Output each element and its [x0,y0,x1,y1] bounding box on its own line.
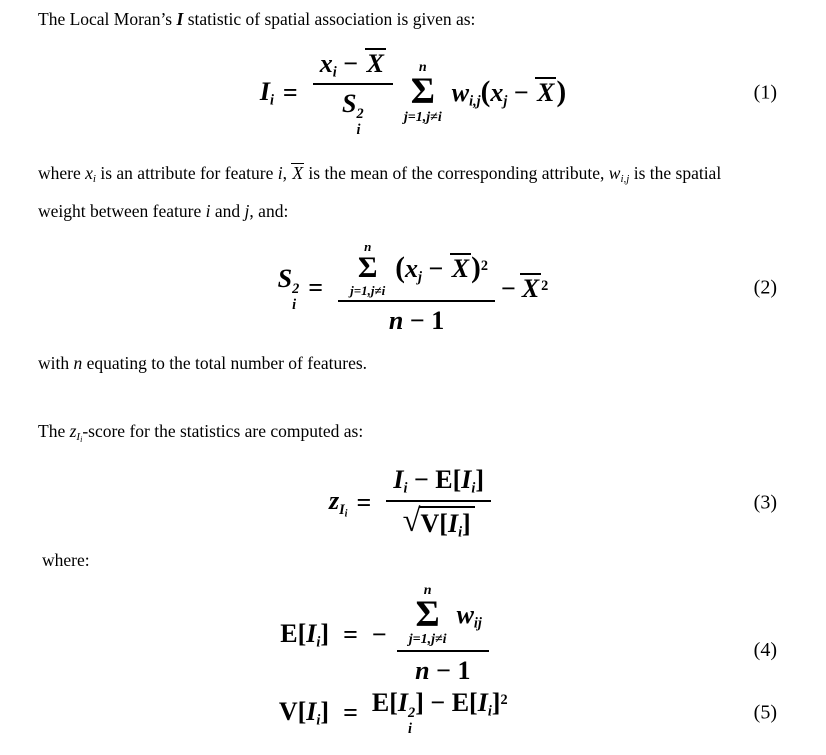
eq5-lhs [124,697,329,729]
equation-5-number: (5) [753,701,777,724]
minus-sign: − [336,48,365,78]
eq2-tail [501,273,548,304]
sum-upper-limit: n [423,583,432,598]
summation-operator [404,61,442,124]
sup-2: 2 [356,106,364,123]
var-n: n [415,656,430,686]
eq4-lhs [124,619,329,651]
eq2-fraction [338,240,495,335]
variance-open: V[ [420,509,448,538]
sub-ij: i,j [469,93,481,110]
where-paragraph-line2 [38,201,288,222]
eq3-numerator [386,465,491,497]
minus-one: − 1 [403,305,445,335]
close-paren: ) [471,251,481,284]
x-bar [365,48,386,78]
equation-1-number: (1) [753,81,777,104]
moran-I-symbol: I [176,9,184,29]
var-j: j [244,201,250,221]
sub-i: i [292,296,297,313]
sub-i: i [458,524,463,541]
bracket-close: ] [475,465,485,495]
sup-sub-stack [356,107,363,138]
where-paragraph-line1 [38,163,721,186]
var-i: i [205,201,211,221]
eq4-fraction [397,584,489,686]
var-w: w [456,599,474,629]
text: and [210,201,245,221]
sub-i: i [80,435,83,444]
minus-sign: − [423,688,452,718]
equals-sign: = [343,620,358,650]
sub-i: i [344,507,348,519]
var-I: I [393,465,404,495]
var-S: S [342,89,357,119]
x-bar [450,253,471,283]
bracket-close: ] [320,696,330,726]
equals-sign: = [343,697,358,727]
sup-2: 2 [292,280,300,297]
text: is the spatial [629,163,722,183]
eq3-fraction [386,465,491,540]
var-z: z [69,421,77,441]
var-X: X [451,253,470,283]
text: with [38,353,74,373]
equals-sign: = [356,488,372,518]
sub-i: i [269,92,274,109]
eq1-denominator [335,89,371,138]
minus-sign: − [507,78,536,108]
bracket-close: ] [491,688,501,718]
eq3-denominator [396,503,482,541]
equation-5 [0,688,826,737]
intro-line [38,9,475,30]
sub-i: i [403,480,408,497]
x-bar [520,273,541,303]
sub-I [339,502,347,518]
var-X: X [292,163,304,183]
text: , [282,163,292,183]
radicand [419,506,475,541]
var-I: I [477,688,488,718]
equation-3-number: (3) [753,491,777,514]
sup-sub-stack [292,282,299,313]
text: where: [42,550,90,570]
fraction-bar [397,650,489,652]
where-label [42,550,90,571]
open-paren: ( [395,251,405,284]
equation-4-number: (4) [753,639,777,661]
bracket-close: ] [415,688,424,718]
sigma-symbol: Σ [357,251,378,285]
text: -score for the statistics are computed as: [82,421,364,441]
var-x: x [490,78,504,108]
variance-open: V[ [278,696,307,726]
close-paren: ) [556,76,567,109]
minus-one: − 1 [429,656,471,686]
var-I: I [259,77,270,107]
intro-text-pre: The Local Moran’s [38,9,177,29]
expectation-open: E[ [435,465,462,495]
sub-i: i [356,122,361,139]
sup-2: 2 [408,705,416,722]
sub-ij: ij [473,615,482,632]
equation-2-number: (2) [753,276,777,299]
squared-term [395,252,488,286]
sum-lower-limit: j=1,j≠i [350,282,386,298]
sub-i: i [316,712,321,729]
zscore-line [38,421,363,445]
var-X: X [537,78,555,108]
eq4-rhs [372,584,702,686]
sub-i: i [332,63,337,80]
var-n: n [388,305,404,335]
fraction-bar [313,83,393,85]
var-X: X [366,48,384,78]
var-S: S [277,263,293,293]
fraction-bar [386,500,491,502]
expectation-open: E[ [451,688,478,718]
x-bar [535,77,556,107]
sigma-symbol: Σ [410,71,435,113]
sub-i: i [316,634,321,651]
sub-i: i [408,721,413,738]
sub-j: j [503,93,508,110]
expectation-open: E[ [371,688,398,718]
radical-sign: √ [402,503,421,539]
text: weight between feature [38,201,206,221]
sup-2: 2 [541,277,549,294]
equation-1 [0,48,826,139]
equation-2 [0,232,826,344]
var-I: I [76,431,81,443]
text: where [38,163,86,183]
equals-sign: = [282,78,298,108]
eq2-lhs [278,264,300,313]
eq3-lhs [329,486,348,519]
sum-upper-limit: n [364,239,372,255]
sub-i: i [471,480,476,497]
eq2-numerator [338,240,495,297]
expectation-open: E[ [280,619,307,649]
text: equating to the total number of features. [82,353,368,373]
eq4-numerator [397,584,489,647]
eq1-rhs [452,76,566,110]
bracket-close: ] [320,619,330,649]
text: is an attribute for feature [95,163,278,183]
var-x: x [404,253,418,283]
eq1-fraction [313,48,393,139]
sub-j: j [417,268,422,285]
text: is the mean of the corresponding attribute, [304,163,609,183]
sub-ij: i,j [620,173,630,185]
var-x: x [319,48,333,78]
var-X: X [521,273,540,303]
summation-operator [350,240,385,297]
eq1-lhs [260,77,274,109]
eq2-denominator [382,306,451,336]
sum-lower-limit: j=1,j≠i [408,632,447,648]
sigma-symbol: Σ [415,594,440,635]
bracket-close: ] [462,509,471,538]
fraction-bar [338,300,495,302]
var-I: I [447,509,459,538]
sum-upper-limit: n [418,60,427,76]
minus-sign: − [421,253,450,283]
sum-lower-limit: j=1,j≠i [403,109,442,125]
sub-i: i [487,703,492,720]
open-paren: ( [480,76,491,109]
minus-sign: − [407,465,436,495]
equation-group-4-5 [0,584,826,737]
var-x: x [85,163,93,183]
minus-sign: − [371,620,387,650]
text: The [38,421,70,441]
equals-sign: = [308,273,324,303]
var-I: I [306,619,317,649]
eq1-numerator [313,48,393,81]
var-w: w [451,78,470,108]
intro-text-post: statistic of spatial association is given as: [183,9,476,29]
x-bar [291,163,304,182]
var-I: I [397,688,409,718]
summation-operator [409,584,447,647]
weight-term [457,600,482,632]
eq5-rhs [372,688,702,737]
var-n: n [73,353,83,373]
equation-4 [0,584,826,686]
with-line [38,353,367,374]
minus-sign: − [500,273,516,303]
var-I: I [306,696,317,726]
var-I: I [461,465,472,495]
equation-3 [0,463,826,543]
sup-2: 2 [500,692,508,709]
sub-i: i [92,173,96,185]
square-root [402,503,475,541]
sup-2: 2 [480,257,488,274]
var-I: I [339,501,345,518]
var-i: i [277,163,283,183]
var-w: w [608,163,621,183]
var-z: z [328,486,340,516]
text: , and: [249,201,289,221]
eq4-denominator [408,656,477,686]
